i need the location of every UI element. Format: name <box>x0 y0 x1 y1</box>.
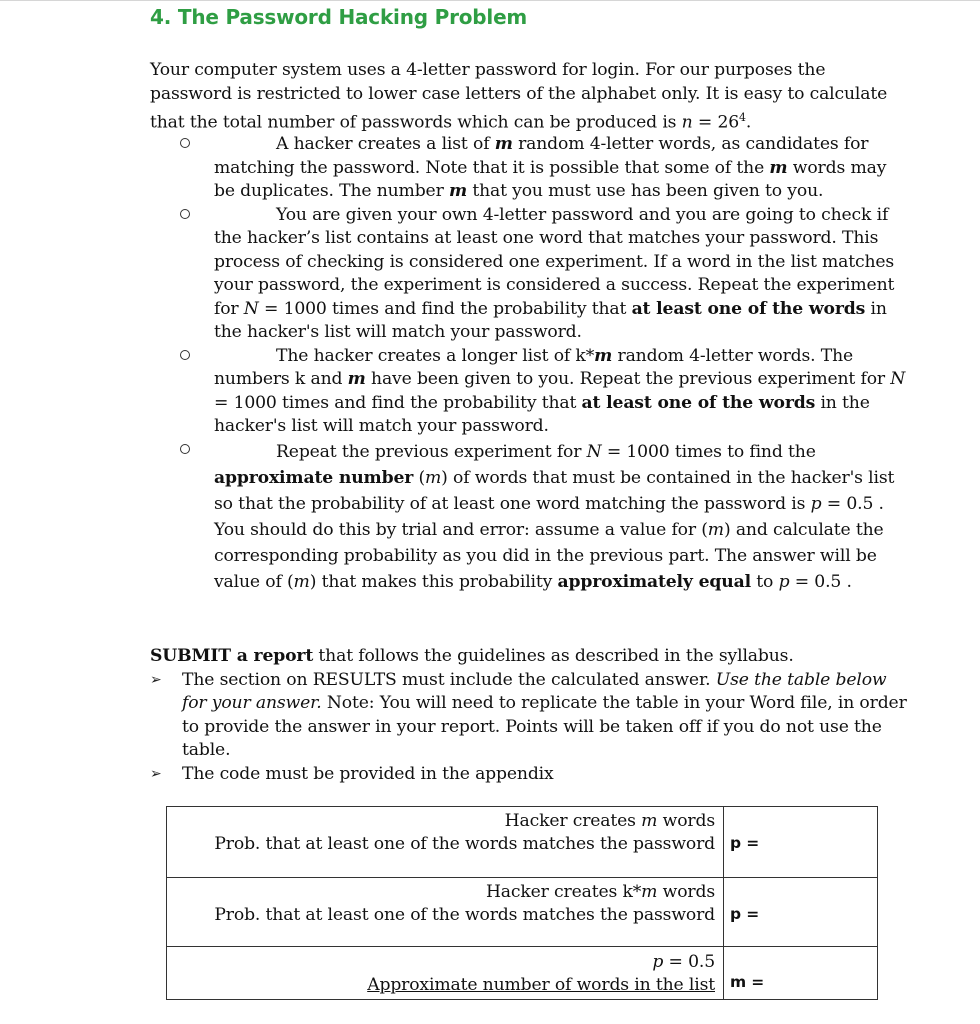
submit-instructions <box>150 645 910 786</box>
answer-cell[interactable]: m = <box>724 947 878 1000</box>
list-item: ➢ The section on RESULTS must include the calculated answer. Use the table below for your answer. Note: You will need to replicate the table in your Word file, in order to provide the answer in your report. Points will be taken off if you do not use the table. <box>150 669 907 760</box>
intro-paragraph: Your computer system uses a 4-letter password for login. For our purposes the password is restricted to lower case letters of the alphabet only. It is easy to calculate that the total number of passwords which can be produced is $n = 26^4$. <box>150 60 888 133</box>
table-row <box>167 947 878 1000</box>
table-row <box>167 878 878 947</box>
list-item: A hacker creates a list of m random 4-letter words, as candidates for matching the password. Note that it is possible that some of the m words may be duplicates. The number m that you must use has been given to you. <box>150 133 910 204</box>
circle-bullet-icon <box>180 350 190 360</box>
question-cell: Hacker creates m words Prob. that at least one of the words matches the password <box>167 807 724 878</box>
answer-cell[interactable]: p = <box>724 807 878 878</box>
arrow-bullet-icon: ➢ <box>150 765 162 782</box>
list-item: The hacker creates a longer list of k*m random 4-letter words. The numbers k and m have been given to you. Repeat the previous experiment for N = 1000 times and find the probability that at least one of the words in the hacker's list will match your password. <box>150 345 910 439</box>
question-cell: p = 0.5 Approximate number of words in the list <box>167 947 724 1000</box>
submit-heading: SUBMIT a report that follows the guidelines as described in the syllabus. <box>150 646 794 666</box>
arrow-bullet-icon: ➢ <box>150 671 162 688</box>
section-title: 4. The Password Hacking Problem <box>150 5 528 29</box>
list-item: Repeat the previous experiment for N = 1000 times to find the approximate number (m) of words that must be contained in the hacker's list so that the probability of at least one word matching the password is p = 0.5 . You should do this by trial and error: assume a value for (m) and calculate the corresponding probability as you did in the previous part. The answer will be value of (m) that makes this probability approximately equal to p = 0.5 . <box>150 439 910 595</box>
circle-bullet-icon <box>180 209 190 219</box>
task-list <box>150 133 910 595</box>
answer-table <box>166 806 878 1000</box>
top-divider <box>0 0 980 1</box>
list-item: ➢ The code must be provided in the appendix <box>150 763 910 787</box>
answer-cell[interactable]: p = <box>724 878 878 947</box>
question-cell: Hacker creates k*m words Prob. that at least one of the words matches the password <box>167 878 724 947</box>
list-item: You are given your own 4-letter password and you are going to check if the hacker’s list contains at least one word that matches your password. This process of checking is considered one experiment. If a word in the list matches your password, the experiment is considered a success. Repeat the experiment for N = 1000 times and find the probability that at least one of the words in the hacker's list will match your password. <box>150 204 910 345</box>
table-row <box>167 807 878 878</box>
circle-bullet-icon <box>180 444 190 454</box>
circle-bullet-icon <box>180 138 190 148</box>
